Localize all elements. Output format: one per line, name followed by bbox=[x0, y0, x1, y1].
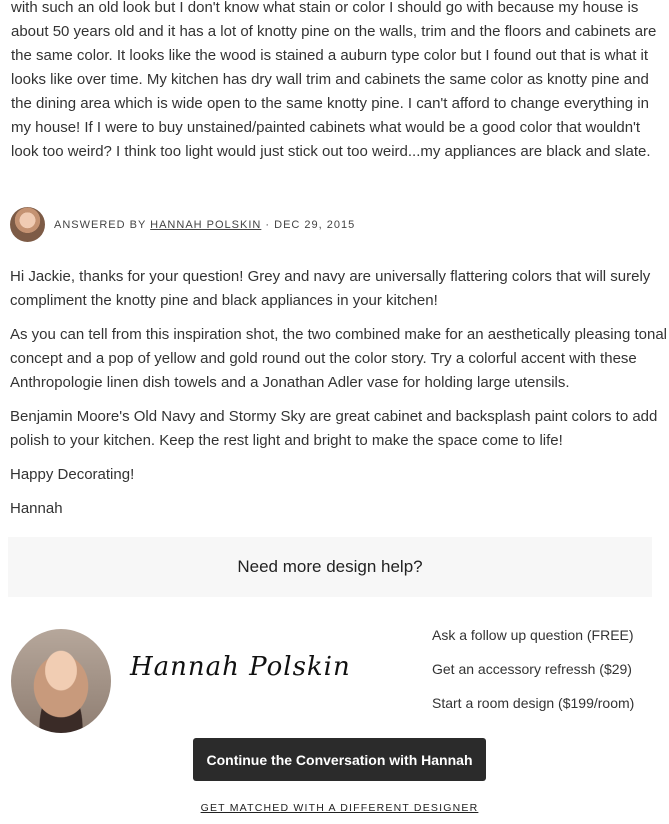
designer-photo bbox=[11, 629, 111, 733]
question-line: the same color. It looks like the wood is stained a auburn type color but I found out that is what it bbox=[11, 47, 649, 64]
help-banner bbox=[8, 537, 652, 597]
question-line: look too weird? I think too light would just stick out too weird...my appliances are black and slate. bbox=[11, 143, 651, 160]
option-accessory-refresh[interactable]: Get an accessory refressh ($29) bbox=[432, 661, 632, 677]
option-room-design[interactable]: Start a room design ($199/room) bbox=[432, 695, 635, 711]
answer-meta bbox=[10, 207, 355, 242]
question-line: looks like over time. My kitchen has dry wall trim and cabinets the same color as knotty pine and bbox=[11, 71, 649, 88]
answered-by-label: ANSWERED BY bbox=[54, 218, 147, 231]
service-options bbox=[432, 625, 634, 727]
question-line: the dining area which is wide open to the same knotty pine. I can't afford to change everything in bbox=[11, 95, 649, 112]
answer-paragraph-text: Hi Jackie, thanks for your question! Grey and navy are universally flattering colors that will surely compliment the knotty pine and black appliances in your kitchen! bbox=[10, 268, 651, 309]
answer-paragraph bbox=[10, 497, 669, 521]
question-line: with such an old look but I don't know what stain or color I should go with because my house is bbox=[11, 0, 639, 16]
byline-separator: · bbox=[265, 218, 271, 231]
question-text bbox=[11, 0, 669, 164]
answer-paragraph bbox=[10, 265, 669, 313]
question-line: about 50 years old and it has a lot of knotty pine on the walls, trim and the floors and cabinets are bbox=[11, 23, 657, 40]
answer-paragraph-text: As you can tell from this inspiration shot, the two combined make for an aesthetically pleasing tonal concept and a pop of yellow and gold round out the color story. Try a colorful accent with these Anthropologie linen dish towels and a Jonathan Adler vase for holding large utensils. bbox=[10, 326, 668, 391]
question-line: my house! If I were to buy unstained/painted cabinets what would be a good color that wouldn't bbox=[11, 119, 641, 136]
answer-byline bbox=[54, 219, 355, 231]
answer-paragraph bbox=[10, 323, 669, 395]
answer-paragraph bbox=[10, 405, 669, 453]
answer-paragraph-text: Hannah bbox=[10, 500, 63, 517]
answer-paragraph bbox=[10, 463, 669, 487]
designer-signature: Hannah Polskin bbox=[130, 652, 351, 682]
answer-paragraph-text: Happy Decorating! bbox=[10, 466, 135, 483]
answer-body bbox=[10, 265, 669, 531]
help-heading: Need more design help? bbox=[237, 557, 423, 576]
answer-date: DEC 29, 2015 bbox=[274, 218, 356, 231]
continue-conversation-button[interactable]: Continue the Conversation with Hannah bbox=[193, 738, 486, 781]
option-follow-up[interactable]: Ask a follow up question (FREE) bbox=[432, 627, 634, 643]
avatar[interactable] bbox=[10, 207, 45, 242]
author-link[interactable]: HANNAH POLSKIN bbox=[150, 218, 262, 231]
answer-paragraph-text: Benjamin Moore's Old Navy and Stormy Sky are great cabinet and backsplash paint colors to add polish to your kitchen. Keep the rest light and bright to make the space come to life! bbox=[10, 408, 658, 449]
match-different-designer-link[interactable]: GET MATCHED WITH A DIFFERENT DESIGNER bbox=[200, 802, 479, 814]
